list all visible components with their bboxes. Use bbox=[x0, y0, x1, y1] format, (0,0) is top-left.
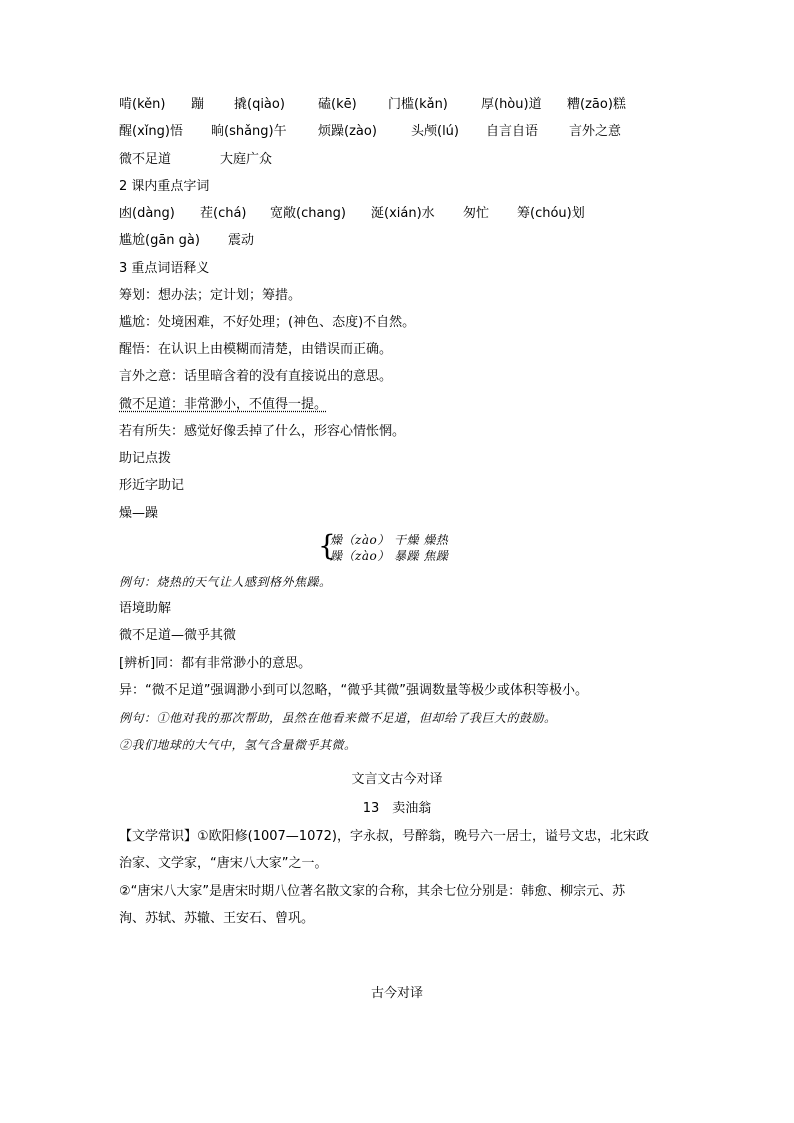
example-sentence: 例句：①他对我的那次帮助，虽然在他看来微不足道，但却给了我巨大的鼓励。 bbox=[119, 711, 557, 725]
analysis-text: [辨析]同：都有非常渺小的意思。 bbox=[119, 656, 312, 671]
brace-line: 躁（zào） 暴躁 焦躁 bbox=[330, 549, 449, 563]
vocab-word: 烦躁(zào) bbox=[318, 124, 377, 139]
lesson-title: 13 卖油翁 bbox=[362, 801, 432, 816]
translation-title: 古今对译 bbox=[370, 986, 423, 1001]
brace-line: 燥（zào） 干燥 燥热 bbox=[330, 533, 449, 547]
vocab-word: 啃(kěn) bbox=[119, 97, 166, 112]
vocab-word: 头颅(lú) bbox=[411, 124, 459, 139]
key-word: 宽敞(chang) bbox=[270, 206, 346, 221]
literary-knowledge: 洵、苏轼、苏辙、王安石、曾巩。 bbox=[119, 911, 315, 926]
vocab-word: 晌(shǎng)午 bbox=[211, 124, 287, 139]
word-pair: 微不足道—微乎其微 bbox=[119, 628, 237, 643]
example-sentence: ②我们地球的大气中，氢气含量微乎其微。 bbox=[119, 738, 357, 752]
literary-knowledge: 【文学常识】①欧阳修(1007—1072)，字永叔，号醉翁，晚号六一居士，谥号文忠，北宋政 bbox=[119, 829, 649, 844]
definition: 若有所失：感觉好像丢掉了什么，形容心情怅惘。 bbox=[119, 424, 406, 439]
vocab-word: 撬(qiào) bbox=[234, 97, 285, 112]
shape-similar-heading: 形近字助记 bbox=[119, 478, 185, 493]
vocab-word: 门槛(kǎn) bbox=[388, 97, 448, 112]
vocab-word: 大庭广众 bbox=[220, 152, 273, 167]
vocab-word: 言外之意 bbox=[569, 124, 622, 139]
definition: 醒悟：在认识上由模糊而清楚，由错误而正确。 bbox=[119, 342, 393, 357]
definition: 尴尬：处境困难，不好处理；(神色、态度)不自然。 bbox=[119, 315, 416, 330]
key-word: 震动 bbox=[228, 233, 255, 248]
key-word: 茬(chá) bbox=[200, 206, 247, 221]
vocab-word: 自言自语 bbox=[486, 124, 539, 139]
vocab-word: 醒(xǐng)悟 bbox=[119, 124, 183, 139]
difference-text: 异：“微不足道”强调渺小到可以忽略，“微乎其微”强调数量等极少或体积等极小。 bbox=[119, 683, 588, 698]
vocab-word: 厚(hòu)道 bbox=[481, 97, 542, 112]
section-title: 文言文古今对译 bbox=[351, 772, 443, 787]
context-heading: 语境助解 bbox=[119, 601, 172, 616]
example-sentence: 例句：烧热的天气让人感到格外焦躁。 bbox=[119, 575, 332, 589]
literary-knowledge: ②“唐宋八大家”是唐宋时期八位著名散文家的合称，其余七位分别是：韩愈、柳宗元、苏 bbox=[119, 884, 626, 899]
key-word: 涎(xián)水 bbox=[371, 206, 435, 221]
section-heading: 2 课内重点字词 bbox=[119, 179, 210, 194]
char-pair: 燥—躁 bbox=[119, 506, 159, 521]
literary-knowledge: 治家、文学家，“唐宋八大家”之一。 bbox=[119, 856, 328, 871]
brace-icon: { bbox=[318, 529, 336, 562]
key-word: 匆忙 bbox=[463, 206, 490, 221]
definition: 筹划：想办法；定计划；筹措。 bbox=[119, 288, 302, 303]
definition: 微不足道：非常渺小，不值得一提。 bbox=[119, 397, 328, 412]
vocab-word: 微不足道 bbox=[119, 152, 172, 167]
vocab-word: 蹦 bbox=[191, 97, 205, 112]
memory-tips-heading: 助记点拨 bbox=[119, 451, 172, 466]
key-word: 筹(chóu)划 bbox=[517, 206, 585, 221]
vocab-word: 糟(zāo)糕 bbox=[567, 97, 626, 112]
definition: 言外之意：话里暗含着的没有直接说出的意思。 bbox=[119, 369, 393, 384]
section-heading: 3 重点词语释义 bbox=[119, 261, 210, 276]
key-word: 尴尬(gān gà) bbox=[119, 233, 200, 248]
vocab-word: 磕(kē) bbox=[318, 97, 357, 112]
key-word: 凼(dàng) bbox=[119, 206, 175, 221]
